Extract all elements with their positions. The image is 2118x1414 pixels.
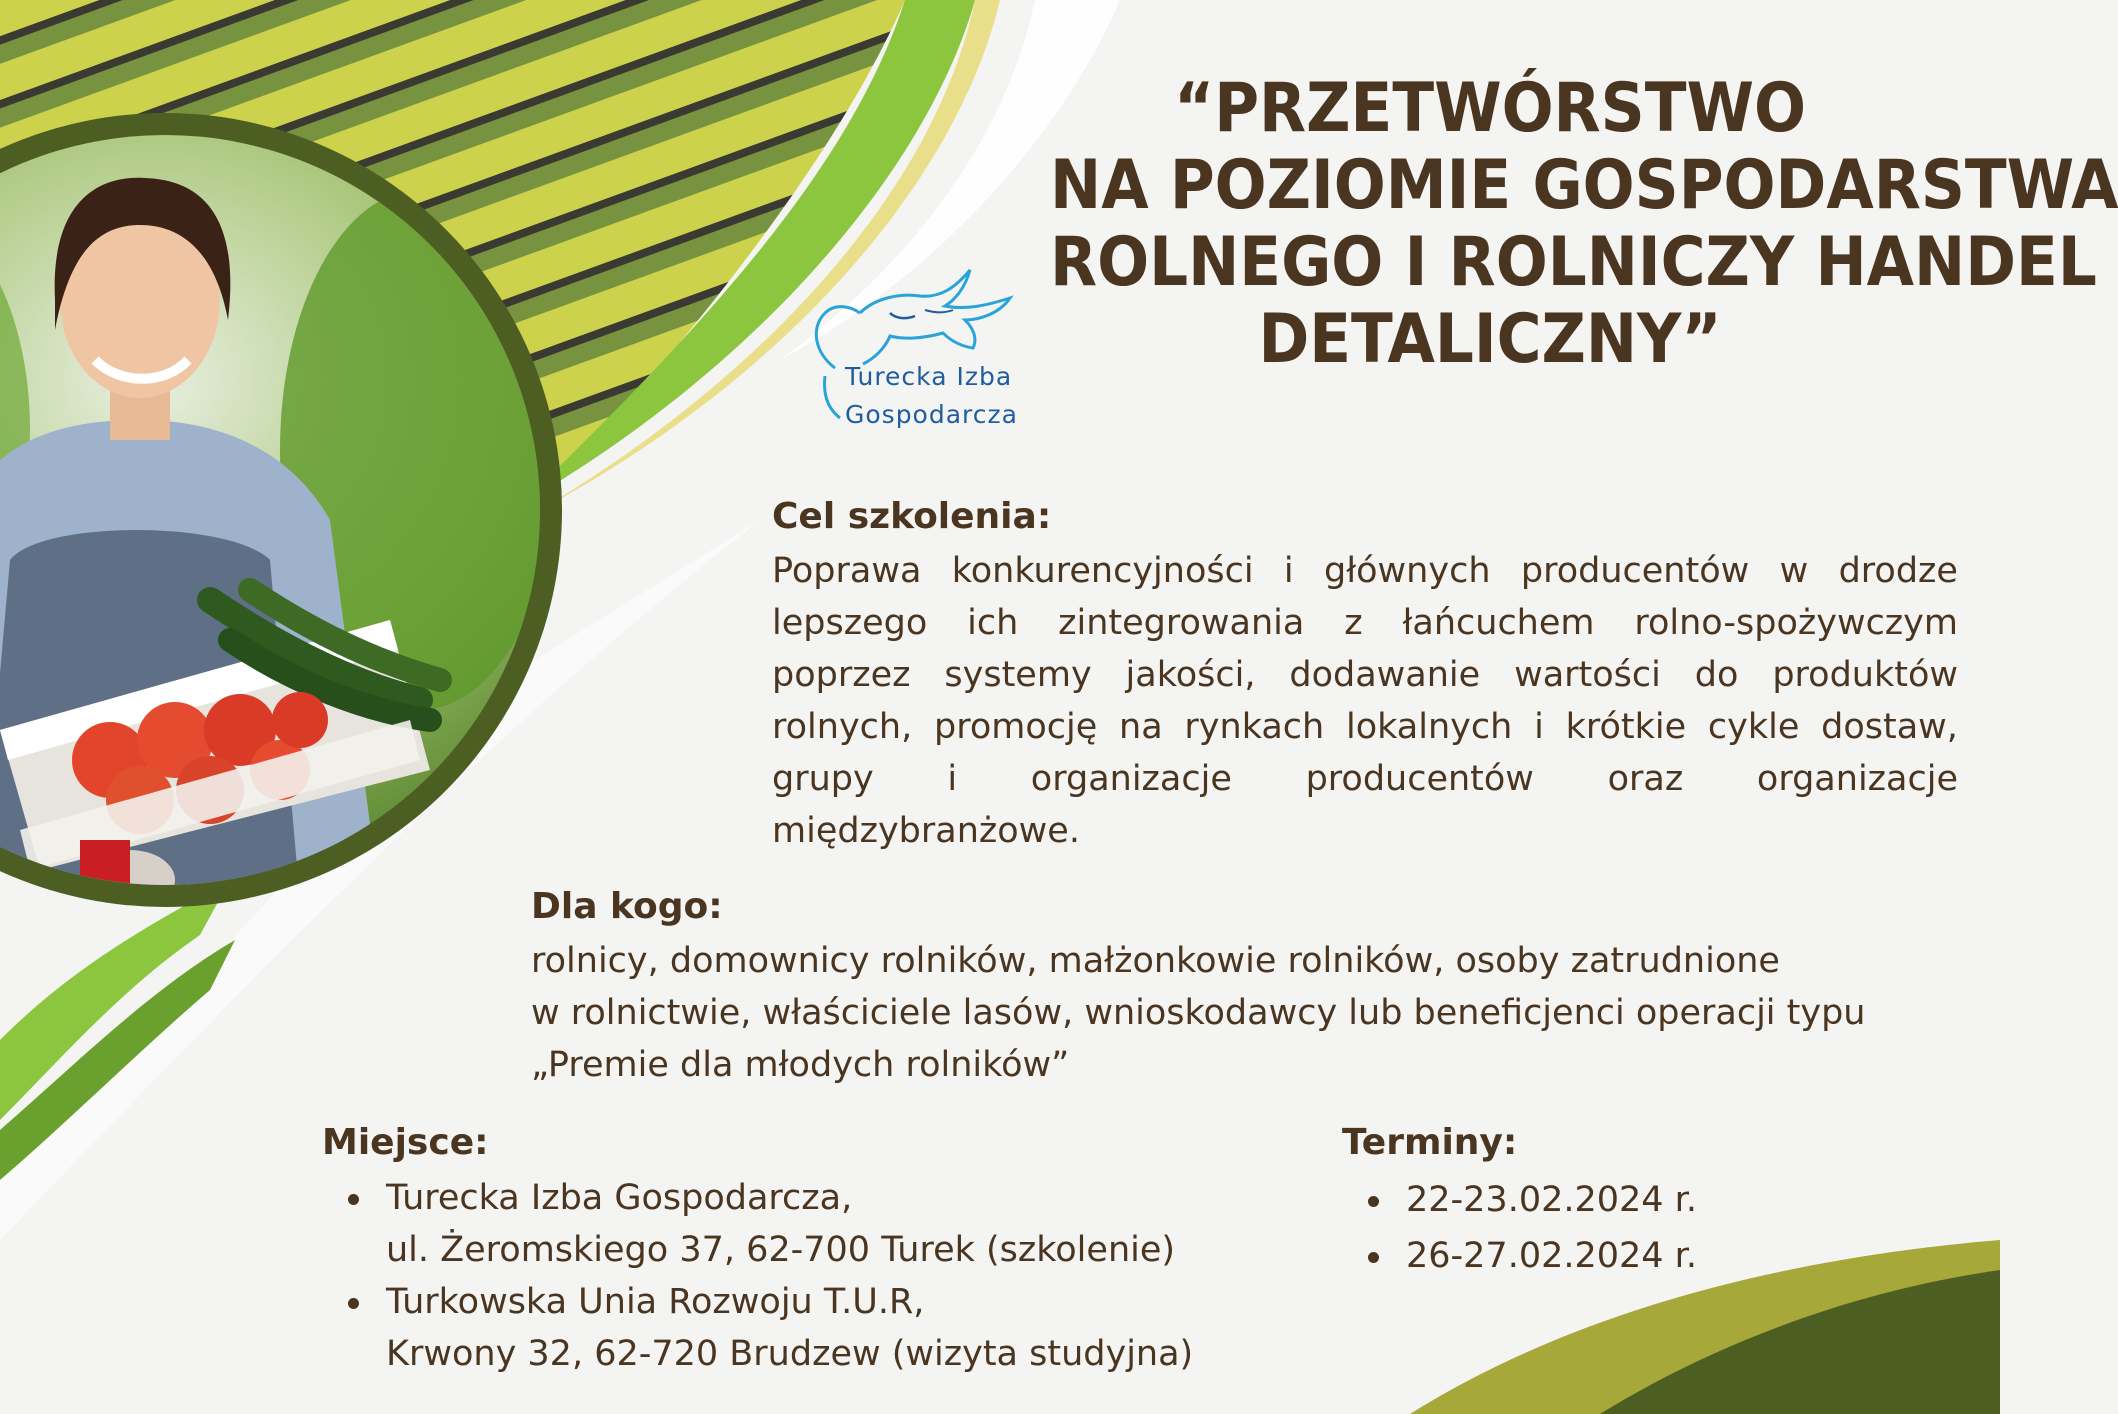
title-line: ROLNEGO I ROLNICZY HANDEL	[1050, 223, 2097, 302]
dla-kogo-heading: Dla kogo:	[531, 886, 723, 927]
title-line: NA POZIOMIE GOSPODARSTWA	[1050, 146, 2118, 225]
cel-line	[772, 753, 1958, 805]
cel-word: organizacje	[1756, 759, 1958, 799]
cel-heading: Cel szkolenia:	[772, 496, 1052, 537]
cel-word: promocję	[933, 707, 1098, 747]
cel-word: jakości,	[1125, 655, 1256, 695]
cel-word: Poprawa	[772, 551, 922, 591]
cel-paragraph	[772, 545, 1958, 857]
cel-word: rolno-spożywczym	[1634, 603, 1958, 643]
miejsce-heading: Miejsce:	[322, 1122, 489, 1163]
cel-word: systemy	[944, 655, 1092, 695]
cel-line	[772, 545, 1958, 597]
cel-word: dostaw,	[1821, 707, 1958, 747]
cel-word: z	[1344, 603, 1363, 643]
cel-word: poprzez	[772, 655, 911, 695]
cel-word: lokalnych	[1346, 707, 1513, 747]
miejsce-line: ul. Żeromskiego 37, 62-700 Turek (szkolenie)	[386, 1230, 1176, 1270]
cel-word: organizacje	[1030, 759, 1232, 799]
cel-word: i	[1283, 551, 1294, 591]
dla-kogo-line: rolnicy, domownicy rolników, małżonkowie rolników, osoby zatrudnione	[531, 941, 1780, 981]
terminy-list	[1342, 1174, 1697, 1282]
cel-word: producentów	[1305, 759, 1534, 799]
logo-text-line2: Gospodarcza	[845, 400, 1018, 429]
dla-kogo-line: w rolnictwie, właściciele lasów, wnioskodawcy lub beneficjenci operacji typu	[531, 993, 1866, 1033]
miejsce-list	[322, 1172, 1193, 1380]
cel-word: łańcuchem	[1402, 603, 1595, 643]
cel-word: oraz	[1607, 759, 1684, 799]
logo-text-line1: Turecka Izba	[845, 362, 1013, 391]
terminy-heading: Terminy:	[1342, 1122, 1518, 1163]
cel-line	[772, 597, 1958, 649]
cel-word: głównych	[1323, 551, 1491, 591]
cel-word: rolnych,	[772, 707, 913, 747]
cel-word: do	[1694, 655, 1739, 695]
cel-word: wartości	[1514, 655, 1661, 695]
dla-kogo-paragraph	[531, 935, 1866, 1091]
title-line: DETALICZNY”	[1258, 300, 1722, 379]
cel-word: dodawanie	[1289, 655, 1481, 695]
cel-word: krótkie	[1565, 707, 1687, 747]
cel-line	[772, 701, 1958, 753]
list-item	[322, 1276, 1193, 1380]
list-item: 22-23.02.2024 r.	[1342, 1174, 1697, 1226]
cel-word: i	[1534, 707, 1544, 747]
cel-word: rynkach	[1184, 707, 1325, 747]
miejsce-line: Turkowska Unia Rozwoju T.U.R,	[386, 1282, 925, 1322]
list-item: 26-27.02.2024 r.	[1342, 1230, 1697, 1282]
title-line: “PRZETWÓRSTWO	[1174, 69, 1806, 148]
cel-word: i	[947, 759, 958, 799]
cel-word: lepszego	[772, 603, 928, 643]
cel-word: producentów	[1520, 551, 1750, 591]
cel-word: konkurencyjności	[951, 551, 1254, 591]
cel-word: na	[1119, 707, 1163, 747]
miejsce-line: Turecka Izba Gospodarcza,	[386, 1178, 853, 1218]
miejsce-line: Krwony 32, 62-720 Brudzew (wizyta studyjna)	[386, 1334, 1194, 1374]
cel-word: drodze	[1838, 551, 1958, 591]
cel-line: międzybranżowe.	[772, 811, 1080, 851]
cel-word: ich	[967, 603, 1019, 643]
cel-word: zintegrowania	[1058, 603, 1305, 643]
list-item	[322, 1172, 1193, 1276]
cel-word: grupy	[772, 759, 874, 799]
dla-kogo-line: „Premie dla młodych rolników”	[531, 1045, 1070, 1085]
cel-word: cykle	[1707, 707, 1800, 747]
cel-word: w	[1779, 551, 1809, 591]
page-title	[1050, 69, 2118, 379]
cel-line	[772, 649, 1958, 701]
cel-word: produktów	[1772, 655, 1958, 695]
